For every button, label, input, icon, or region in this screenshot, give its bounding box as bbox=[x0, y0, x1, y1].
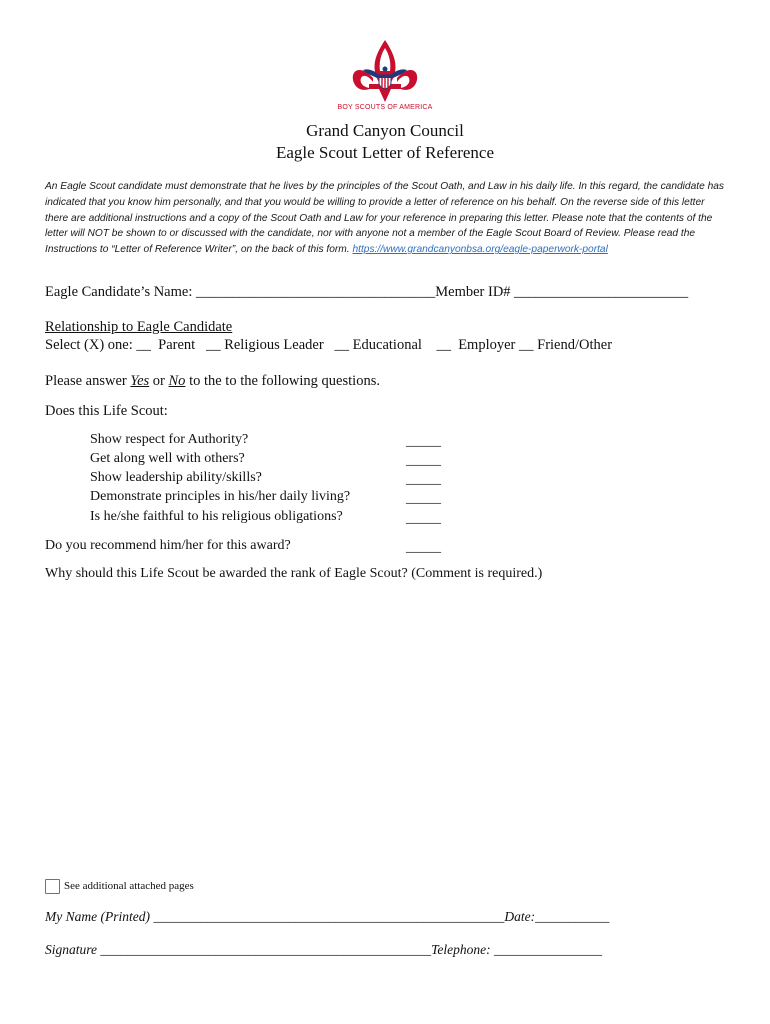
member-id-field[interactable]: ________________________ bbox=[514, 284, 689, 300]
printed-name-row bbox=[45, 909, 609, 925]
option-parent-label: Parent bbox=[158, 337, 196, 353]
date-field[interactable]: ___________ bbox=[535, 909, 610, 924]
option-religious-leader-label: Religious Leader bbox=[224, 337, 324, 353]
portal-link[interactable]: https://www.grandcanyonbsa.org/eagle-paperwork-portal bbox=[352, 244, 608, 256]
signature-label: Signature bbox=[45, 942, 97, 957]
option-parent[interactable]: __ Parent bbox=[136, 337, 196, 353]
printed-name-field[interactable]: ____________________________________________________ bbox=[153, 909, 505, 924]
option-educational[interactable]: __ Educational bbox=[334, 337, 422, 353]
comment-area[interactable] bbox=[45, 590, 725, 870]
select-label: Select (X) one: bbox=[45, 337, 133, 353]
attached-pages-label: See additional attached pages bbox=[64, 880, 194, 892]
signature-row bbox=[45, 942, 602, 958]
signature-field[interactable]: _________________________________________________ bbox=[100, 942, 432, 957]
intro-text: An Eagle Scout candidate must demonstrate that he lives by the principles of the Scout Oath, and Law in his daily life. In this regard, the candidate has indicated that you know him personally, and that you would be willing to provide a letter of reference on his behalf. On the reverse side of this letter there are additional instructions and a copy of the Scout Oath and Law for your reference in preparing this letter. Please note that the contents of the letter will NOT be shown to or discussed with the candidate, nor with anyone not a member of the Eagle Scout Board of Review. Please read the Instructions to “Letter of Reference Writer”, on the back of this form. bbox=[45, 181, 725, 256]
question-item: Show leadership ability/skills? bbox=[90, 470, 262, 485]
telephone-label: Telephone: bbox=[431, 942, 491, 957]
relationship-heading: Relationship to Eagle Candidate bbox=[45, 319, 233, 335]
or-word: or bbox=[152, 373, 165, 389]
answer-field[interactable]: _____ bbox=[406, 511, 441, 526]
candidate-line bbox=[45, 284, 688, 301]
option-friend-other-label: Friend/Other bbox=[537, 337, 613, 353]
fleur-de-lis-eagle-icon bbox=[329, 38, 441, 108]
recommend-answer-field[interactable]: _____ bbox=[406, 540, 441, 555]
answer-instruction bbox=[45, 373, 380, 390]
member-id-label: Member ID# bbox=[435, 284, 511, 300]
instruction-suffix: to the to the following questions. bbox=[189, 373, 380, 389]
option-friend-other[interactable]: __ Friend/Other bbox=[519, 337, 613, 353]
option-religious-leader[interactable]: __ Religious Leader bbox=[206, 337, 324, 353]
recommend-question: Do you recommend him/her for this award? bbox=[45, 538, 291, 553]
candidate-name-field[interactable]: _________________________________ bbox=[196, 284, 436, 300]
date-label: Date: bbox=[504, 909, 536, 924]
printed-name-label: My Name (Printed) bbox=[45, 909, 150, 924]
answer-field[interactable]: _____ bbox=[406, 434, 441, 449]
no-word: No bbox=[168, 373, 186, 389]
telephone-field[interactable]: ________________ bbox=[494, 942, 602, 957]
why-question: Why should this Life Scout be awarded the rank of Eagle Scout? (Comment is required.) bbox=[45, 566, 543, 581]
answer-field[interactable]: _____ bbox=[406, 491, 441, 506]
yes-word: Yes bbox=[130, 373, 150, 389]
option-educational-label: Educational bbox=[352, 337, 422, 353]
option-employer[interactable]: __ Employer bbox=[436, 337, 516, 353]
option-employer-label: Employer bbox=[458, 337, 516, 353]
candidate-name-label: Eagle Candidate’s Name: bbox=[45, 284, 193, 300]
answer-field[interactable]: _____ bbox=[406, 453, 441, 468]
questions-intro: Does this Life Scout: bbox=[45, 403, 168, 419]
question-item: Get along well with others? bbox=[90, 451, 245, 466]
question-item: Demonstrate principles in his/her daily living? bbox=[90, 489, 351, 504]
page-title: Eagle Scout Letter of Reference bbox=[275, 143, 495, 162]
intro-paragraph bbox=[45, 179, 730, 258]
council-name: Grand Canyon Council bbox=[306, 121, 464, 140]
question-item: Is he/she faithful to his religious obligations? bbox=[90, 509, 343, 524]
instruction-prefix: Please answer bbox=[45, 373, 127, 389]
question-item: Show respect for Authority? bbox=[90, 432, 249, 447]
answer-field[interactable]: _____ bbox=[406, 472, 441, 487]
relationship-select-row bbox=[45, 337, 612, 354]
logo-text: BOY SCOUTS OF AMERICA bbox=[337, 104, 433, 111]
attached-pages-checkbox[interactable] bbox=[45, 879, 60, 894]
